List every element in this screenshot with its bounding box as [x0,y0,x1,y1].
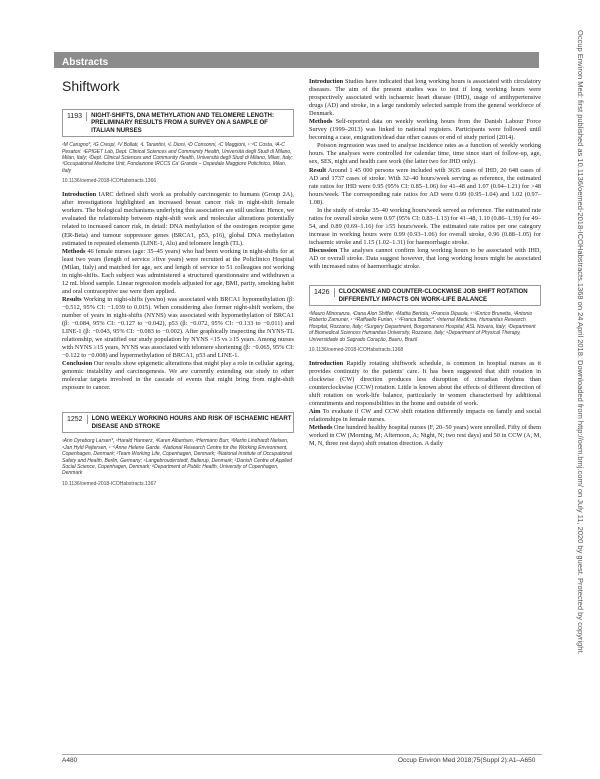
discussion-paragraph [309,247,541,271]
section-title: Shiftwork [62,78,120,94]
intro-label: Introduction [309,78,344,85]
methods-text: 46 female nurses (age: 35–45 years) who had been working in night-shifts for at least two years (length of service ≥five years) were recruited at the Policlinico Hospital (Milan, Italy) and matched for age, sex and length of service to 51 colleagues not working in night-shifts. Each subject was administered a structured questionnaire and withdrawn a 12 mL blood sample. Linear regression models adjusted for age, BMI, parity, smoking habit and oral contraceptive use were then applied. [62,247,294,295]
aim-label: Aim [309,408,321,416]
abstract-1426-header [309,285,541,306]
aim-text: To evaluate if CW and CCW shift rotation differently impacts on family and social relationships in female nurses. [309,408,541,424]
abstract-doi: 10.1136/oemed-2018-ICOHabstracts.1368 [309,346,404,353]
abstract-number: 1426 [310,288,335,297]
result-label: Result [309,166,327,174]
abstract-title: CLOCKWISE AND COUNTER-CLOCKWISE JOB SHIFT ROTATION DIFFERENTLY IMPACTS ON WORK-LIFE BALANCE [338,288,528,303]
conclusion-paragraph [62,360,294,392]
abstract-1193-header [62,109,294,137]
abstracts-banner [54,52,539,68]
intro-text: IARC defined shift work as probably carcinogenic to humans (Group 2A), after investigations highlighted an increased breast cancer risk in night-shift female workers. The biological mechanisms underlying this association are still unclear. Hence, we evaluated the relationship between night-shift work and molecular alterations potentially related to increased cancer risk, in detail: DNA methylation of the oestrogen receptor gene (ER-Beta) and tumour suppressor genes (BRCA1, p53, p16), global DNA methylation estimated in repeated elements (LINE-1, Alu) and telomere length (TL). [62,191,294,247]
aim-paragraph [309,408,541,424]
methods-label: Methods [309,424,333,432]
side-copyright-note: Occup Environ Med: first published as 10.1136/oemed-2018-ICOHabstracts.1368 on 24 April 2018. Downloaded from http://oem.bmj.com/ on July 11, 2020 by guest. Protected by copyright. [576,30,585,655]
results-paragraph [62,296,294,360]
methods-paragraph [309,424,541,448]
result-paragraph-2: In the study of stroke 35–40 working hours/week served as reference. The estimated rate ratios for overall stroke were 0.97 (95% CI: 0.83–1.13) for 41–48, 1.10 (0.86–1.39) for 49–54, and 0.89 (0.69–1.16) for ≥55 hours/week. The estimated rate ratios per one category increase in working hours were 0.99 (0.93–1.06) for overall stroke, 0.96 (0.88–1.05) for ischaemic stroke and 1.15 (1.02–1.31) for haemorrhagic stroke. [309,206,541,246]
abstract-title: NIGHT-SHIFTS, DNA METHYLATION AND TELOMERE LENGTH: PRELIMINARY RESULTS FROM A SURVEY ON A SAMPLE OF ITALIAN NURSES [91,112,274,134]
abstract-authors: ¹Mauro Minoranza, ¹Dana Alon Shiffer, ¹Mattia Bertola, ¹Francia Dipaola, ¹⁻²Enrico Brunetta, ³Antonio Roberto Zamunér, ¹⁻²Raffaello Furlan, ¹⁻²Franca Barbic*. ¹Internal Medicine, Humanitas Research Hospital, Rozzano, Italy; ²Surgery Department, Borgomanero Hospital, ASL Novara, Italy; ³Department of Biomedical Sciences Humanitas University, Rozzano, Italy; ⁴Department of Physical Therapy, Universidade do Sagrado Coração, Bauru, Brazil [309,310,536,343]
abstract-title: LONG WEEKLY WORKING HOURS AND RISK OF ISCHAEMIC HEART DISEASE AND STROKE [91,415,292,430]
intro-label: Introduction [62,191,97,199]
abstract-number: 1193 [63,112,87,121]
abstract-number: 1252 [63,415,88,424]
methods-paragraph [309,118,541,142]
results-text: Working in night-shifts (yes/no) was associated with BRCA1 hypomethylation (β: −0.512, 95% CI: −1.039 to 0.015). When considering also former night-shift workers, the number of years in night-shifts (NYNS) was associated with hypomethylation of BRCA1 (β: −0.084, 95% CI: −0.127 to −0.042), p53 (β: −0.072, 95% CI: −0.133 to −0.011) and LINE-1 (β: −0.043, 95% CI: −0.083 to −0.002). After graphically inspecting the NYNS-TL relationship, we stratified our study population by NYNS <15 vs ≥15 years. Among nurses with NYNS ≥15 years, NYNS was associated with telomere shortening (β: −0.065, 95% CI: −0.122 to −0.008) and hypermethylation of BRCA1, p53 and LINE-1. [62,295,294,360]
conclusion-label: Conclusion [62,360,93,368]
result-text: Around 1 45 000 persons were included with 3635 cases of IHD, 20 648 cases of AD and 1737 cases of stroke. With 32–40 hours/week serving as reference, the estimated rate ratios for IHD were 0.95 (95% CI: 0.85–1.06) for 41–48 and 1.07 (0.94–1.21) for >48 hours/week. The corresponding rate ratios for AD were 0.99 (0.95–1.04) and 1.02 (0.97–1.08). [309,166,541,206]
conclusion-text: Our results show epigenetic alterations that might play a role in cellular ageing, genomic instability and carcinogenesis. We are currently extending our study to other molecular targets involved in the cascade of events that might bring from night-shift exposure to cancer. [62,360,295,392]
intro-paragraph [309,360,541,408]
abstract-authors: ¹Ann Dyreborg Larsen*, ¹Harald Hannerz, ¹Karen Albertsen, ²Hermann Burr, ³Martin Lindhardt Nielsen, ⁴Jan Hyld Pejtersen, ¹⁻⁵Anne Helene Garde. ¹National Research Centre for the Working Environment, Copenhagen, Denmark; ²Team Working Life, Copenhagen, Denmark; ³National Institute of Occupational Safety and Health, Berlin, Germany; ⁴Langebrouderstedt, Ballerup, Denmark; ⁵Danish Centre of Applied Social Science, Copenhagen, Denmark; ⁶Department of Public Health, University of Copenhagen, Denmark [62,438,293,477]
footer-divider [62,754,542,755]
intro-text: Rapidly rotating shiftwork schedule, is common in hospital nurses as it provides continuity to the patients' care. It has been suggested that shift rotation in clockwise (CW) direction produces less disruption of circadian rhythms than counterclockwise (CCW) rotation. Little is known about the effects of different direction of shift rotation on work-life balance, particularly in women characterised by additional commitments and responsibilities in the home and outside of work. [309,360,541,408]
methods-paragraph [62,248,294,296]
banner-label: Abstracts [62,57,109,68]
results-label: Results [62,295,82,303]
abstract-1252-header [62,412,294,433]
methods-label: Methods [309,118,333,126]
discussion-label: Discussion [309,246,338,254]
methods-text: Self-reported data on weekly working hours from the Danish Labour Force Survey (1999–2013) was linked to national registers. Participants were followed until becoming a case, emigration/dead due other causes or end of study period (2014). [309,118,542,142]
methods-text: One hundred healthy hospital nurses (F, 20–50 years) were enrolled. Fifty of them worked in CW (Morning, M; Afternoon, A; Night, N; two rest days) and 50 in CCW (A, M, M, N, three rest days) shift rotation direction. A daily [309,424,541,448]
intro-text: Studies have indicated that long working hours is associated with circulatory diseases. The aim of the present studies was to test if long working hours were prospectively associated with ischaemic heart disease (IHD), usage of antihypertensive drugs (AD) and stroke, in a large randomly selected sample from the general workforce of Denmark. [309,78,541,118]
result-paragraph [309,167,541,207]
abstract-authors: ¹M Carugno*, ²G Crespi, ³V Bollati, ¹L Tarantini, ¹L Dioni, ¹D Consonni, ¹C Maggioni, ¹⁻²C Costa, ³A-C Pesatori. ¹EPIGET Lab, Dept. Clinical Sciences and Community Health, Università degli Studi di Milano, Milan, Italy; ²Dept. Clinical Sciences and Community Health, Università degli Studi di Milano, Milan, Italy; ³Occupational Medicine Unit, Fondazione IRCCS Ca' Granda – Ospedale Maggiore Policlinico, Milan, Italy [62,142,293,174]
intro-paragraph [309,78,541,118]
left-column [62,103,294,494]
discussion-text: The analyses cannot confirm long working hours to be associated with IHD, AD or overall stroke. Data suggest however, that long working hours might be associated with increased rates of haemorrhagic stroke. [309,246,541,271]
footer-page-number: A480 [62,757,78,764]
methods-label: Methods [62,247,86,255]
intro-label: Introduction [309,360,344,368]
abstract-doi: 10.1136/oemed-2018-ICOHabstracts.1367 [62,480,157,487]
right-column [309,78,541,449]
abstract-doi: 10.1136/oemed-2018-ICOHabstracts.1366 [62,178,157,185]
intro-paragraph [62,191,294,247]
footer-citation: Occup Environ Med 2018;75(Suppl 2):A1–A650 [398,757,536,764]
methods-paragraph-2: Poisson regression was used to analyse incidence rates as a function of weekly working hours. The analyses were controlled for calendar time, time since start of follow-up, age, sex, SES, night and health care work (the latter two for IHD only). [309,142,541,166]
